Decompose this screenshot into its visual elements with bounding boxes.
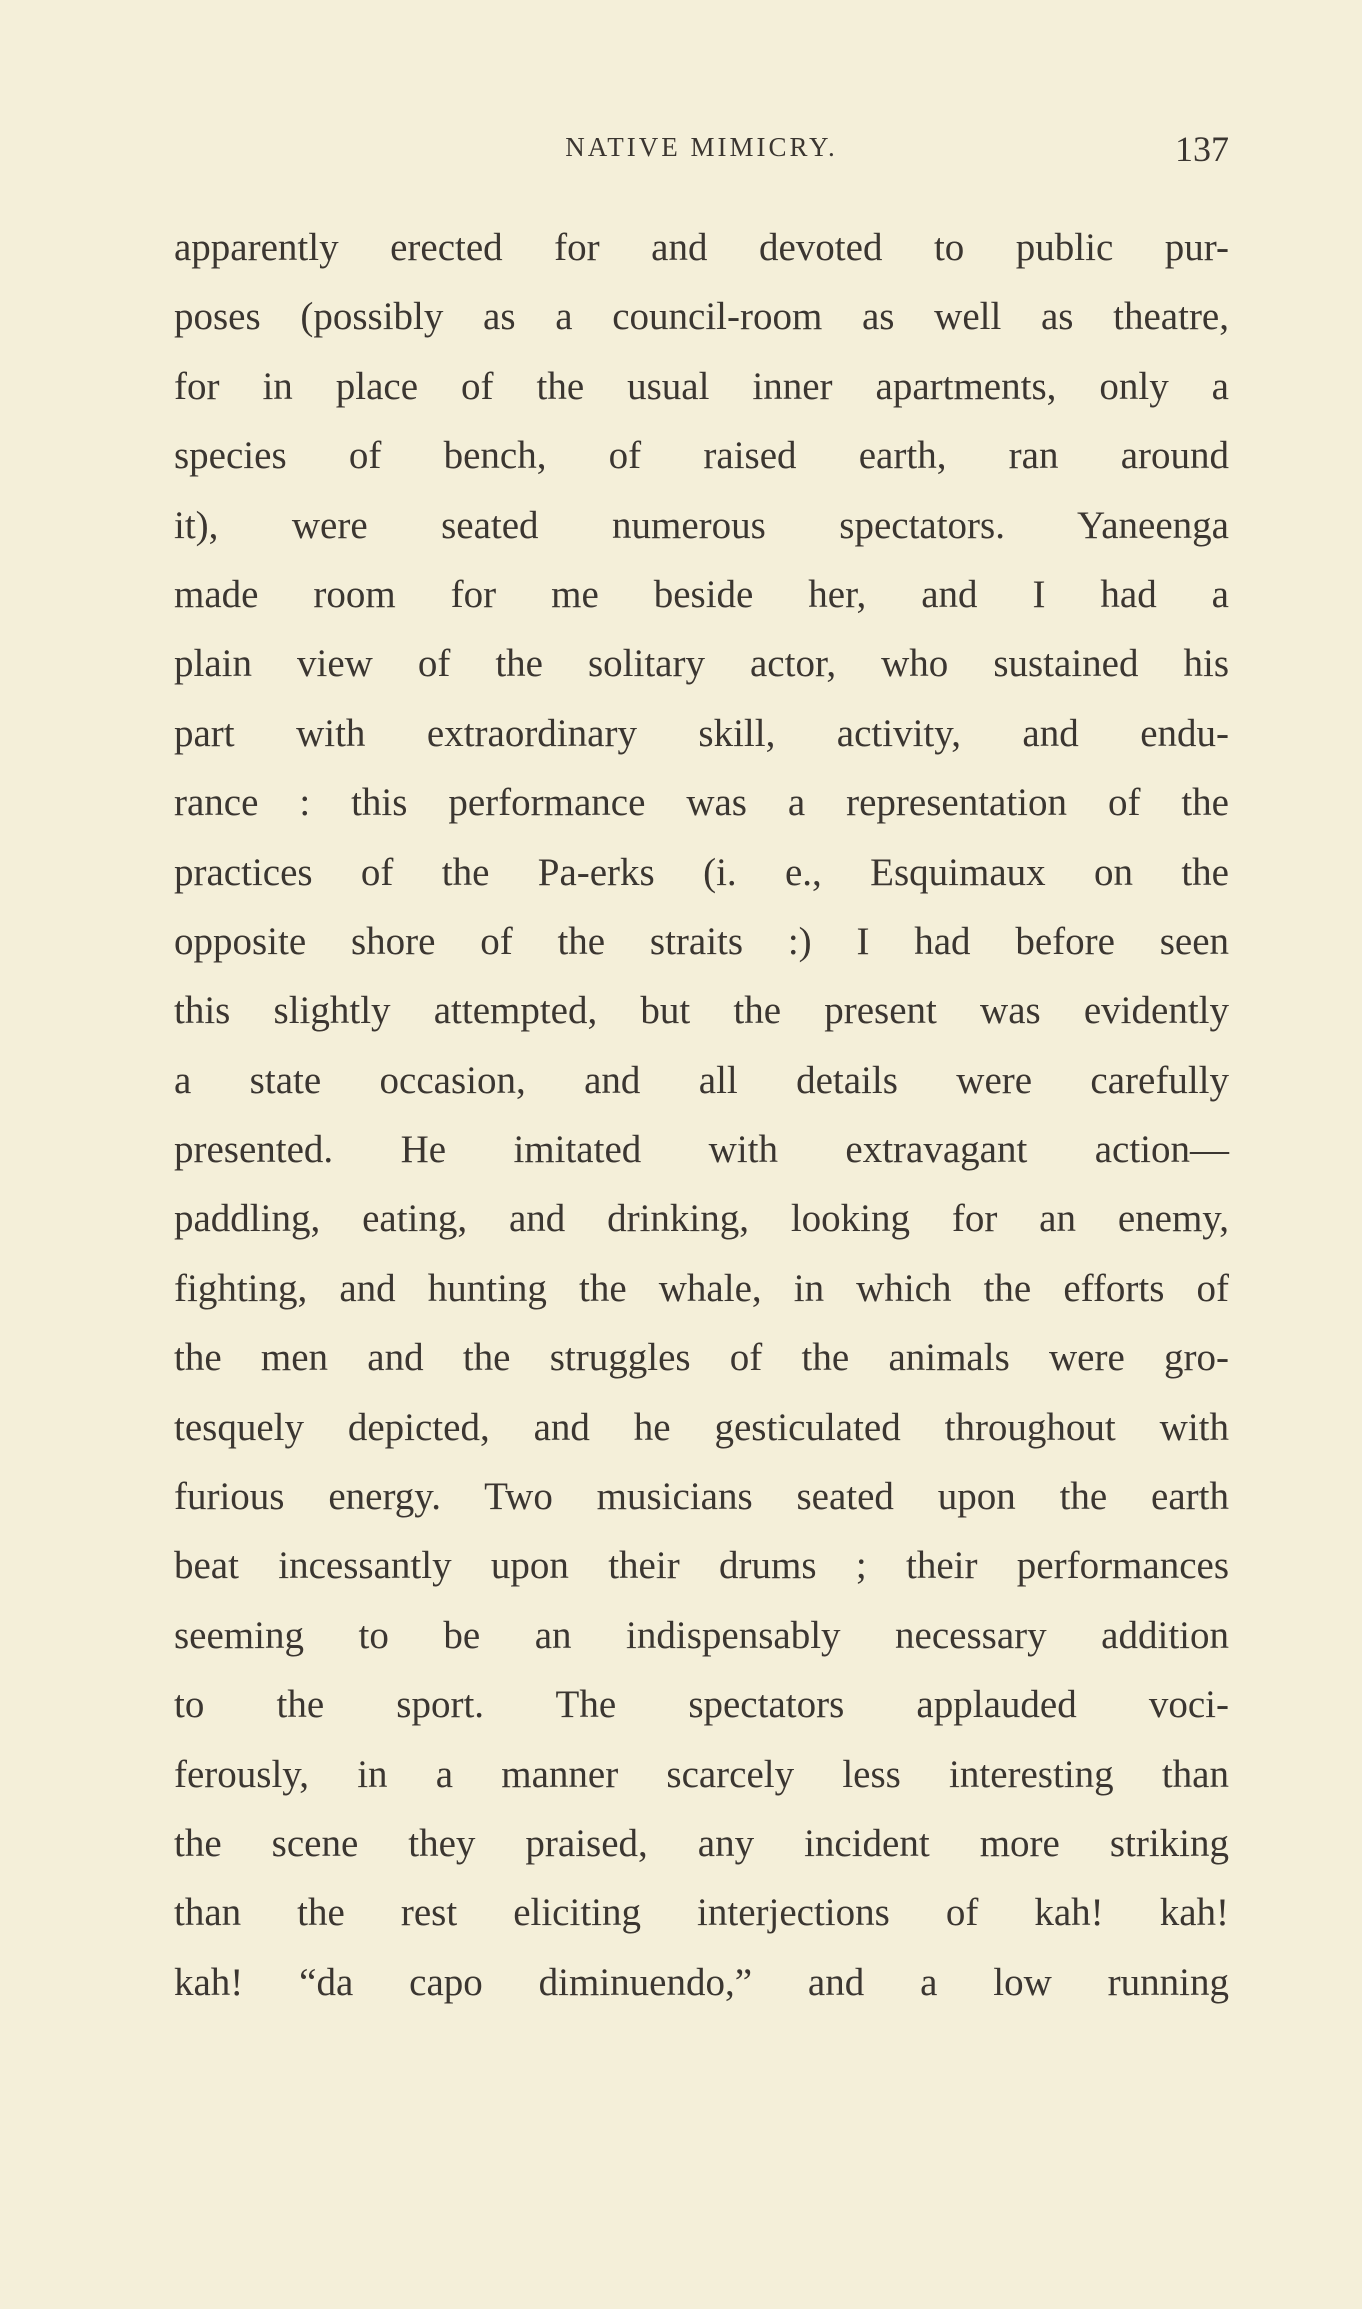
text-line: it), were seated numerous spectators. Yaneenga: [174, 503, 1229, 547]
page-number: 137: [1175, 129, 1229, 169]
text-line: for in place of the usual inner apartments, only a: [174, 364, 1229, 408]
text-line: furious energy. Two musicians seated upon the earth: [174, 1475, 1229, 1519]
text-line: tesquely depicted, and he gesticulated throughout with: [174, 1405, 1229, 1449]
running-title: NATIVE MIMICRY.: [565, 132, 838, 162]
text-line: beat incessantly upon their drums ; their performances: [174, 1544, 1229, 1588]
text-line: poses (possibly as a council-room as well as theatre,: [174, 295, 1229, 339]
text-line: than the rest eliciting interjections of kah! kah!: [174, 1891, 1229, 1935]
text-line: the men and the struggles of the animals were gro-: [174, 1336, 1229, 1380]
text-line: part with extraordinary skill, activity, and endu-: [174, 711, 1229, 755]
text-line: the scene they praised, any incident more striking: [174, 1821, 1229, 1865]
text-line: to the sport. The spectators applauded voci-: [174, 1683, 1229, 1727]
text-line: kah! “da capo diminuendo,” and a low running: [174, 1960, 1229, 2004]
text-line: ferously, in a manner scarcely less interesting than: [174, 1752, 1229, 1796]
text-line: fighting, and hunting the whale, in which the efforts of: [174, 1266, 1229, 1310]
text-line: rance : this performance was a representation of the: [174, 781, 1229, 825]
text-line: presented. He imitated with extravagant action—: [174, 1128, 1229, 1172]
text-line: plain view of the solitary actor, who sustained his: [174, 642, 1229, 686]
body-text: [174, 213, 1229, 2017]
text-line: seeming to be an indispensably necessary addition: [174, 1613, 1229, 1657]
text-line: practices of the Pa-erks (i. e., Esquimaux on the: [174, 850, 1229, 894]
text-line: made room for me beside her, and I had a: [174, 572, 1229, 616]
text-line: species of bench, of raised earth, ran around: [174, 434, 1229, 478]
page-header: [174, 128, 1229, 168]
text-line: opposite shore of the straits :) I had before seen: [174, 919, 1229, 963]
text-line: paddling, eating, and drinking, looking for an enemy,: [174, 1197, 1229, 1241]
text-line: apparently erected for and devoted to public pur-: [174, 226, 1229, 269]
text-line: this slightly attempted, but the present was evidently: [174, 989, 1229, 1033]
text-line: a state occasion, and all details were carefully: [174, 1058, 1229, 1102]
